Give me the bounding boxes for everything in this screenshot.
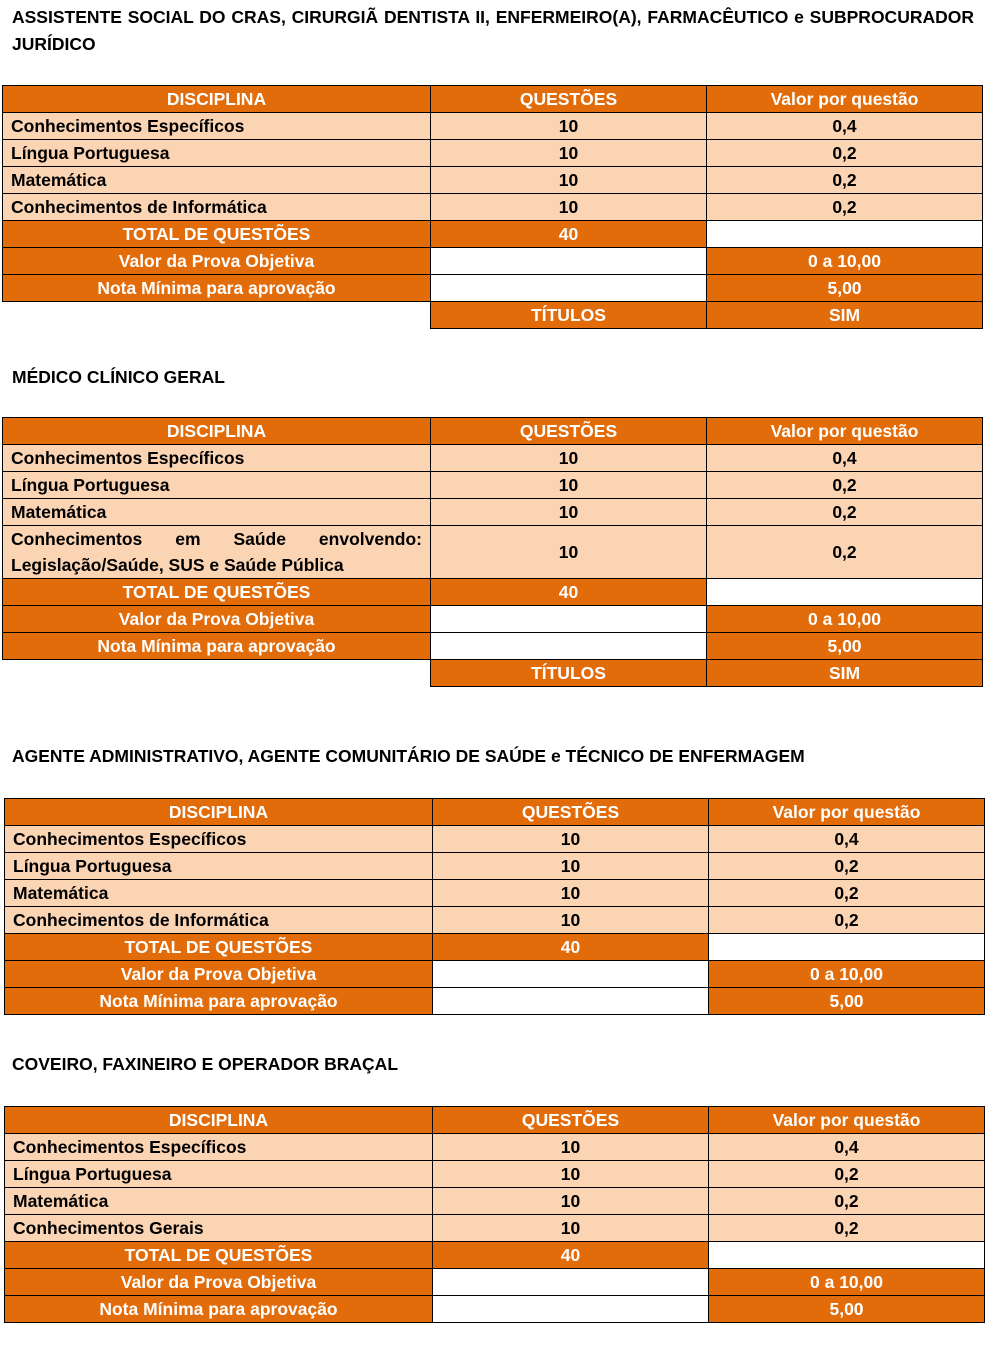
cell-questoes: 10 [431, 472, 707, 499]
nota-minima-value: 5,00 [707, 633, 983, 660]
table-row [5, 1215, 985, 1242]
cell-disciplina: Conhecimentos de Informática [3, 194, 431, 221]
valor-prova-row [3, 248, 983, 275]
cell-valor: 0,2 [709, 1215, 985, 1242]
section-title: AGENTE ADMINISTRATIVO, AGENTE COMUNITÁRIO DE SAÚDE e TÉCNICO DE ENFERMAGEM [12, 746, 805, 766]
table-header-row [3, 86, 983, 113]
empty-cell [431, 275, 707, 302]
table-header-row [5, 1107, 985, 1134]
table-row [5, 853, 985, 880]
nota-minima-value: 5,00 [709, 1296, 985, 1323]
nota-minima-row [3, 275, 983, 302]
empty-cell [707, 579, 983, 606]
total-value: 40 [433, 1242, 709, 1269]
cell-valor: 0,2 [709, 853, 985, 880]
nota-minima-value: 5,00 [707, 275, 983, 302]
cell-valor: 0,4 [707, 113, 983, 140]
cell-valor: 0,2 [707, 499, 983, 526]
nota-minima-row [5, 988, 985, 1015]
header-questoes: QUESTÕES [433, 1107, 709, 1134]
valor-prova-label: Valor da Prova Objetiva [3, 248, 431, 275]
cell-questoes: 10 [431, 113, 707, 140]
valor-prova-row [5, 1269, 985, 1296]
exam-table [2, 417, 983, 687]
empty-cell [431, 633, 707, 660]
cell-disciplina: Matemática [5, 880, 433, 907]
section-title: ASSISTENTE SOCIAL DO CRAS, CIRURGIÃ DENTISTA II, ENFERMEIRO(A), FARMACÊUTICO e SUBPROCURADOR JURÍDICO [12, 7, 974, 54]
valor-prova-label: Valor da Prova Objetiva [3, 606, 431, 633]
total-label: TOTAL DE QUESTÕES [5, 1242, 433, 1269]
cell-disciplina: Conhecimentos Específicos [5, 826, 433, 853]
cell-disciplina: Conhecimentos Específicos [3, 113, 431, 140]
table-header-row [5, 799, 985, 826]
titulos-row [3, 302, 983, 329]
empty-cell [709, 934, 985, 961]
empty-cell [709, 1242, 985, 1269]
total-row [3, 579, 983, 606]
header-valor: Valor por questão [707, 418, 983, 445]
nota-minima-value: 5,00 [709, 988, 985, 1015]
total-row [5, 1242, 985, 1269]
header-valor: Valor por questão [709, 799, 985, 826]
valor-prova-value: 0 a 10,00 [707, 606, 983, 633]
cell-disciplina: Língua Portuguesa [5, 1161, 433, 1188]
table-row [5, 880, 985, 907]
cell-questoes: 10 [431, 167, 707, 194]
cell-questoes: 10 [431, 526, 707, 579]
cell-valor: 0,2 [709, 1161, 985, 1188]
total-row [3, 221, 983, 248]
table-row [3, 445, 983, 472]
cell-valor: 0,2 [707, 526, 983, 579]
table-row [5, 1134, 985, 1161]
titulos-row [3, 660, 983, 687]
cell-valor: 0,4 [709, 1134, 985, 1161]
cell-valor: 0,2 [709, 880, 985, 907]
empty-cell [433, 1296, 709, 1323]
nota-minima-label: Nota Mínima para aprovação [3, 633, 431, 660]
table-row [5, 1161, 985, 1188]
exam-table [4, 798, 985, 1015]
total-value: 40 [433, 934, 709, 961]
nota-minima-label: Nota Mínima para aprovação [3, 275, 431, 302]
total-label: TOTAL DE QUESTÕES [3, 221, 431, 248]
titulos-label: TÍTULOS [431, 302, 707, 329]
cell-questoes: 10 [433, 1215, 709, 1242]
cell-disciplina: Conhecimentos Gerais [5, 1215, 433, 1242]
cell-disciplina: Língua Portuguesa [5, 853, 433, 880]
nota-minima-row [3, 633, 983, 660]
header-questoes: QUESTÕES [431, 418, 707, 445]
cell-valor: 0,4 [709, 826, 985, 853]
cell-disciplina: Língua Portuguesa [3, 472, 431, 499]
empty-cell [707, 221, 983, 248]
table-row [3, 526, 983, 579]
valor-prova-value: 0 a 10,00 [709, 1269, 985, 1296]
blank-cell [3, 660, 431, 687]
valor-prova-row [5, 961, 985, 988]
nota-minima-label: Nota Mínima para aprovação [5, 988, 433, 1015]
cell-disciplina: Matemática [3, 499, 431, 526]
empty-cell [431, 248, 707, 275]
cell-disciplina: Matemática [3, 167, 431, 194]
cell-questoes: 10 [433, 1188, 709, 1215]
header-disciplina: DISCIPLINA [5, 1107, 433, 1134]
table-row [3, 499, 983, 526]
cell-questoes: 10 [433, 853, 709, 880]
valor-prova-value: 0 a 10,00 [707, 248, 983, 275]
cell-questoes: 10 [431, 445, 707, 472]
table-row [3, 194, 983, 221]
nota-minima-label: Nota Mínima para aprovação [5, 1296, 433, 1323]
total-label: TOTAL DE QUESTÕES [3, 579, 431, 606]
cell-questoes: 10 [433, 1161, 709, 1188]
cell-disciplina: Conhecimentos Específicos [3, 445, 431, 472]
cell-valor: 0,2 [709, 907, 985, 934]
header-disciplina: DISCIPLINA [5, 799, 433, 826]
valor-prova-value: 0 a 10,00 [709, 961, 985, 988]
titulos-value: SIM [707, 660, 983, 687]
empty-cell [433, 988, 709, 1015]
cell-disciplina: Matemática [5, 1188, 433, 1215]
cell-questoes: 10 [431, 140, 707, 167]
table-row [3, 140, 983, 167]
cell-valor: 0,2 [707, 140, 983, 167]
empty-cell [431, 606, 707, 633]
valor-prova-row [3, 606, 983, 633]
cell-questoes: 10 [431, 499, 707, 526]
section-title: COVEIRO, FAXINEIRO E OPERADOR BRAÇAL [12, 1054, 399, 1074]
total-row [5, 934, 985, 961]
titulos-value: SIM [707, 302, 983, 329]
header-disciplina: DISCIPLINA [3, 86, 431, 113]
table-row [5, 1188, 985, 1215]
table-row [3, 472, 983, 499]
table-row [3, 167, 983, 194]
total-value: 40 [431, 221, 707, 248]
cell-disciplina: Conhecimentos Específicos [5, 1134, 433, 1161]
cell-questoes: 10 [431, 194, 707, 221]
header-disciplina: DISCIPLINA [3, 418, 431, 445]
cell-valor: 0,2 [707, 194, 983, 221]
exam-table [2, 85, 983, 329]
cell-questoes: 10 [433, 907, 709, 934]
header-valor: Valor por questão [709, 1107, 985, 1134]
cell-disciplina: Conhecimentos em Saúde envolvendo: Legislação/Saúde, SUS e Saúde Pública [3, 526, 431, 579]
cell-valor: 0,2 [707, 472, 983, 499]
cell-valor: 0,4 [707, 445, 983, 472]
cell-questoes: 10 [433, 1134, 709, 1161]
cell-disciplina: Língua Portuguesa [3, 140, 431, 167]
total-value: 40 [431, 579, 707, 606]
nota-minima-row [5, 1296, 985, 1323]
valor-prova-label: Valor da Prova Objetiva [5, 1269, 433, 1296]
total-label: TOTAL DE QUESTÕES [5, 934, 433, 961]
header-questoes: QUESTÕES [433, 799, 709, 826]
table-row [5, 907, 985, 934]
exam-table [4, 1106, 985, 1323]
empty-cell [433, 961, 709, 988]
empty-cell [433, 1269, 709, 1296]
valor-prova-label: Valor da Prova Objetiva [5, 961, 433, 988]
titulos-label: TÍTULOS [431, 660, 707, 687]
table-row [5, 826, 985, 853]
cell-disciplina: Conhecimentos de Informática [5, 907, 433, 934]
cell-questoes: 10 [433, 880, 709, 907]
header-questoes: QUESTÕES [431, 86, 707, 113]
cell-valor: 0,2 [707, 167, 983, 194]
cell-questoes: 10 [433, 826, 709, 853]
section-title: MÉDICO CLÍNICO GERAL [12, 367, 225, 387]
header-valor: Valor por questão [707, 86, 983, 113]
table-row [3, 113, 983, 140]
cell-valor: 0,2 [709, 1188, 985, 1215]
blank-cell [3, 302, 431, 329]
table-header-row [3, 418, 983, 445]
